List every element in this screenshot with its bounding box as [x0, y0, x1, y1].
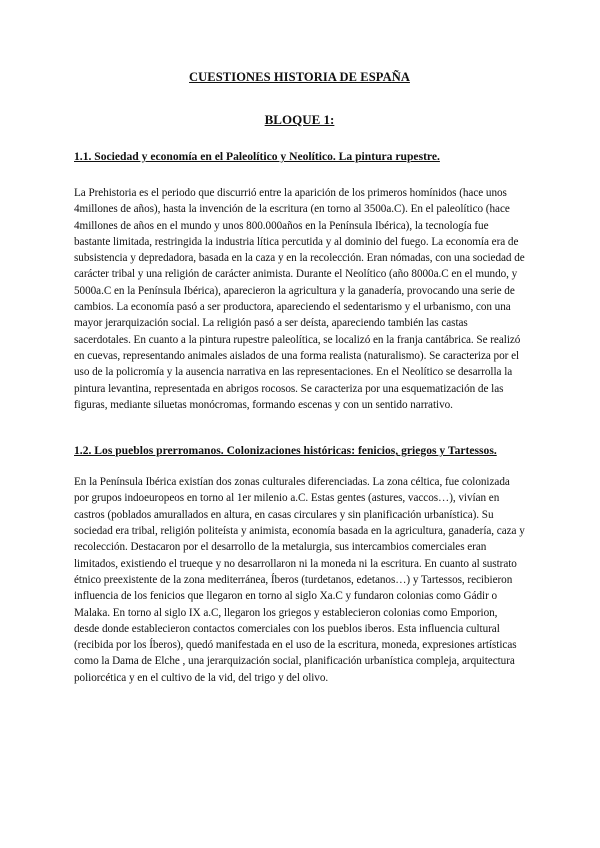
section-paragraph: En la Península Ibérica existían dos zonas culturales diferenciadas. La zona céltica, fue colonizada por grupos indoeuropeos en torno al 1er milenio a.C. Estas gentes (astures, vaccos…), vivían en castros (poblados amurallados en altura, en casas circulares y sin planificación urbanística). Su sociedad era tribal, religión politeísta y animista, economía basada en la agricultura, ganadería, caza y recolección. Destacaron por el desarrollo de la metalurgia, sus intercambios comerciales eran limitados, existiendo el trueque y no desarrollaron ni la moneda ni la escritura. En cuanto al sustrato étnico preexistente de la zona mediterránea, Íberos (turdetanos, edetanos…) y Tartessos, recibieron influencia de los fenicios que llegaron en torno al siglo Xa.C y fundaron colonias como Gádir o Malaka. En torno al siglo IX a.C, llegaron los griegos y establecieron colonias como Emporion, desde donde establecieron contactos comerciales con los pueblos iberos. Esta influencia cultural (recibida por los Íberos), quedó manifestada en el uso de la escritura, moneda, expresiones artísticas como la Dama de Elche , una jerarquización social, planificación urbanística compleja, arquitectura poliorcética y en el cultivo de la vid, del trigo y del olivo. [74, 476, 525, 684]
section-heading: 1.2. Los pueblos prerromanos. Colonizaciones históricas: fenicios, griegos y Tartessos. [74, 444, 497, 458]
section-paleolitico-neolitico [74, 150, 525, 413]
block-title: BLOQUE 1: [264, 112, 335, 127]
document-title: CUESTIONES HISTORIA DE ESPAÑA [189, 70, 410, 84]
section-pueblos-prerromanos [74, 444, 525, 686]
section-heading: 1.1. Sociedad y economía en el Paleolítico y Neolítico. La pintura rupestre. [74, 150, 440, 163]
section-paragraph: La Prehistoria es el periodo que discurrió entre la aparición de los primeros homínidos (hace unos 4millones de años), hasta la invención de la escritura (en torno al 3500a.C). En el paleolítico (hace 4millones de años en el mundo y unos 800.000años en la Península Ibérica), la tecnología fue bastante limitada, restringida la industria lítica percutida y al dominio del fuego. La economía era de subsistencia y depredadora, basada en la caza y en la recolección. Eran nómadas, con una sociedad de carácter tribal y una religión de carácter animista. Durante el Neolítico (año 8000a.C en el mundo, y 5000a.C en la Península Ibérica), aparecieron la agricultura y la ganadería, provocando una serie de cambios. La economía pasó a ser productora, apareciendo el sedentarismo y el urbanismo, con una mayor jerarquización social. La religión pasó a ser deísta, apareciendo también las castas sacerdotales. En cuanto a la pintura rupestre paleolítica, se localizó en la franja cantábrica. Se realizó en cuevas, representando animales aislados de una forma realista (naturalismo). Se caracteriza por el uso de la policromía y la ausencia narrativa en las representaciones. En el Neolítico se desarrolla la pintura levantina, representada en abrigos rocosos. Se caracteriza por una esquematización de las figuras, mediante siluetas monócromas, formando escenas y con un sentido narrativo. [74, 187, 525, 411]
